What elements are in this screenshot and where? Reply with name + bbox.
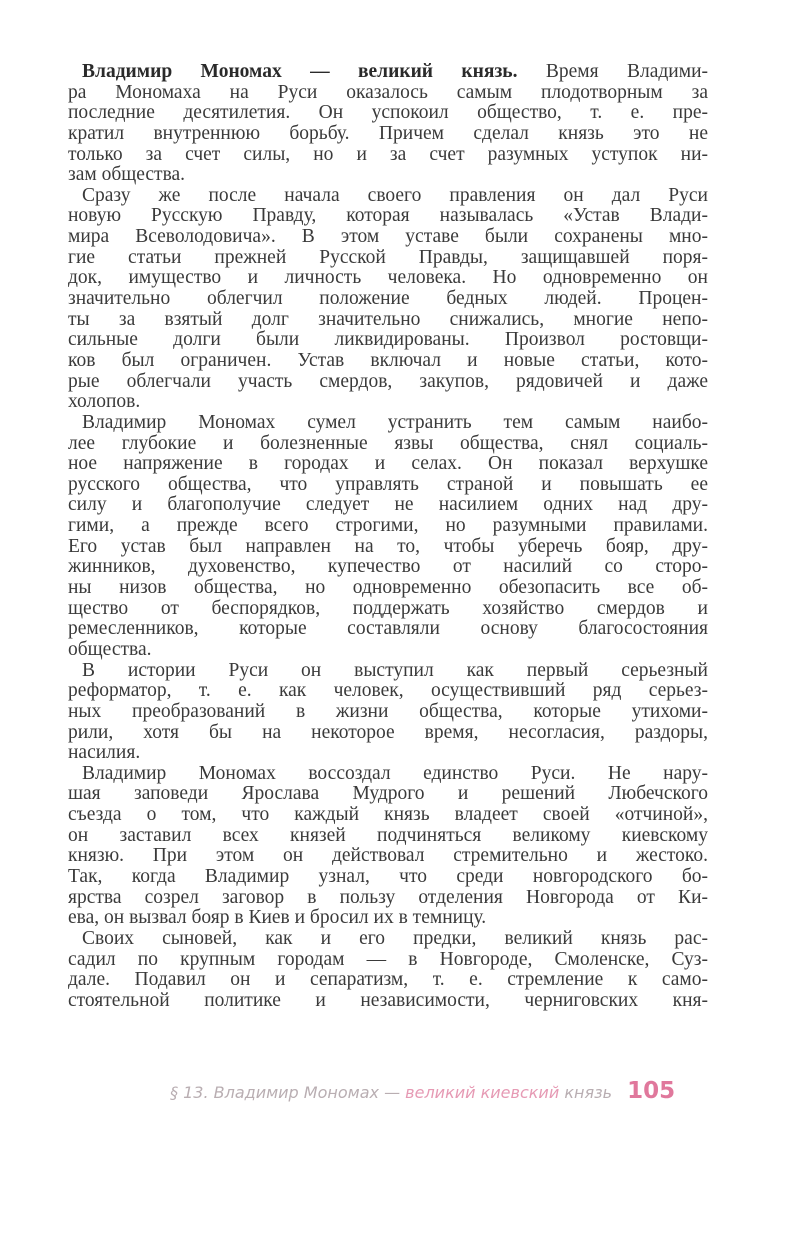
text-line-content: ны низов общества, но одновременно обезопасить все об-	[68, 577, 708, 599]
paragraph-lead-heading: Владимир Мономах — великий князь.	[82, 61, 518, 82]
text-line-content: кратил внутреннюю борьбу. Причем сделал князь это не	[68, 122, 708, 144]
text-line	[68, 516, 708, 537]
text-line	[68, 495, 708, 516]
text-line	[68, 970, 708, 991]
text-line-content: ты за взятый долг значительно снижались, многие непо-	[68, 308, 708, 330]
text-line-content: Владимир Мономах воссоздал единство Руси. Не нару-	[82, 762, 708, 784]
text-line-content: князю. При этом он действовал стремительно и жестоко.	[68, 845, 708, 867]
text-line	[68, 681, 708, 702]
text-line-content: стоятельной политике и независимости, черниговских кня-	[68, 989, 708, 1011]
text-line-content: щество от беспорядков, поддержать хозяйство смердов и	[68, 597, 708, 619]
text-line	[68, 578, 708, 599]
text-line	[68, 145, 708, 166]
text-line	[68, 268, 708, 289]
text-line	[68, 950, 708, 971]
text-line	[68, 372, 708, 393]
text-line-content: рили, хотя бы на некоторое время, несогласия, раздоры,	[68, 721, 708, 743]
footer-title-highlight: великий киевский	[405, 1083, 560, 1102]
text-line-content: ков был ограничен. Устав включал и новые статьи, кото-	[68, 349, 708, 371]
text-line-content: последние десятилетия. Он успокоил общество, т. е. пре-	[68, 102, 708, 124]
text-line	[68, 351, 708, 372]
text-line	[68, 103, 708, 124]
text-line	[68, 784, 708, 805]
footer-title-end: князь	[564, 1083, 612, 1102]
text-line-content: новую Русскую Правду, которая называлась «Устав Влади-	[68, 205, 708, 227]
paragraph	[68, 764, 708, 929]
text-line-content: Сразу же после начала своего правления он дал Руси	[82, 184, 708, 206]
text-line-content: Время Владими-	[517, 61, 708, 82]
text-line-content: только за счет силы, но и за счет разумных уступок ни-	[68, 143, 708, 165]
text-line	[68, 165, 708, 186]
text-line-content: шая заповеди Ярослава Мудрого и решений Любечского	[68, 783, 708, 805]
text-line	[68, 661, 708, 682]
text-line-content: садил по крупным городам — в Новгороде, Смоленске, Суз-	[68, 948, 708, 970]
paragraph	[68, 62, 708, 186]
text-line	[68, 537, 708, 558]
paragraph	[68, 186, 708, 413]
text-line	[68, 846, 708, 867]
text-line	[68, 289, 708, 310]
text-line	[68, 619, 708, 640]
text-line-content: съезда о том, что каждый князь владеет своей «отчиной»,	[68, 804, 708, 826]
text-line-content: холопов.	[68, 391, 141, 413]
text-line-content: ное напряжение в городах и селах. Он показал верхушке	[68, 453, 708, 475]
text-line-content: сильные долги были ликвидированы. Произвол ростовщи-	[68, 329, 708, 351]
text-line-content: гие статьи прежней Русской Правды, защищавшей поря-	[68, 246, 708, 268]
text-line-content: силу и благополучие следует не насилием одних над дру-	[68, 494, 708, 516]
text-line	[68, 434, 708, 455]
paragraph	[68, 929, 708, 1012]
text-line-content: реформатор, т. е. как человек, осуществивший ряд серьез-	[68, 680, 708, 702]
text-line	[68, 826, 708, 847]
text-line-content: ра Мономаха на Руси оказалось самым плодотворным за	[68, 81, 708, 103]
text-line-content: ных преобразований в жизни общества, которые утихоми-	[68, 700, 708, 722]
running-footer	[170, 1078, 710, 1104]
text-line	[68, 392, 708, 413]
page-body-text	[68, 62, 708, 1011]
text-line-content: насилия.	[68, 742, 141, 764]
text-line-content: ева, он вызвал бояр в Киев и бросил их в темницу.	[68, 907, 487, 929]
text-line	[68, 206, 708, 227]
text-line	[68, 723, 708, 744]
footer-section-title: § 13. Владимир Мономах —	[170, 1083, 401, 1102]
text-line	[68, 764, 708, 785]
text-line	[68, 805, 708, 826]
text-line-content: рые облегчали участь смердов, закупов, рядовичей и даже	[68, 370, 708, 392]
text-line	[68, 640, 708, 661]
page-number: 105	[627, 1078, 676, 1104]
text-line-content: док, имущество и личность человека. Но одновременно он	[68, 267, 708, 289]
text-line	[68, 475, 708, 496]
text-line-content: русского общества, что управлять страной и повышать ее	[68, 473, 708, 495]
text-line	[68, 186, 708, 207]
text-line-content: В истории Руси он выступил как первый серьезный	[82, 659, 708, 681]
text-line	[68, 908, 708, 929]
paragraph	[68, 661, 708, 764]
text-line	[68, 310, 708, 331]
text-line	[68, 702, 708, 723]
text-line	[68, 248, 708, 269]
text-line-content: ярства созрел заговор в пользу отделения Новгорода от Ки-	[68, 886, 708, 908]
text-line	[68, 557, 708, 578]
text-line	[68, 991, 708, 1012]
text-line-content: Его устав был направлен на то, чтобы уберечь бояр, дру-	[68, 535, 708, 557]
text-line	[68, 330, 708, 351]
text-line-content: лее глубокие и болезненные язвы общества, снял социаль-	[68, 432, 708, 454]
text-line	[68, 454, 708, 475]
text-line-content: гими, а прежде всего строгими, но разумными правилами.	[68, 515, 708, 537]
paragraph	[68, 413, 708, 661]
text-line	[68, 743, 708, 764]
text-line-content: мира Всеволодовича». В этом уставе были сохранены мно-	[68, 226, 708, 248]
text-line-content: жинников, духовенство, купечество от насилий со сторо-	[68, 556, 708, 578]
text-line	[68, 83, 708, 104]
text-line	[68, 888, 708, 909]
text-line	[68, 867, 708, 888]
text-line	[68, 227, 708, 248]
text-line-content: общества.	[68, 638, 152, 660]
text-line-content: Так, когда Владимир узнал, что среди новгородского бо-	[68, 865, 708, 887]
text-line	[68, 413, 708, 434]
text-line-content: дале. Подавил он и сепаратизм, т. е. стремление к само-	[68, 969, 708, 991]
text-line-content: значительно облегчил положение бедных людей. Процен-	[68, 288, 708, 310]
text-line	[68, 599, 708, 620]
text-line	[68, 62, 708, 83]
text-line-content: ремесленников, которые составляли основу благосостояния	[68, 618, 708, 640]
text-line	[68, 929, 708, 950]
text-line-content: Своих сыновей, как и его предки, великий князь рас-	[82, 927, 708, 949]
text-line-content: Владимир Мономах сумел устранить тем самым наибо-	[82, 411, 708, 433]
text-line-content: зам общества.	[68, 164, 186, 186]
text-line-content: он заставил всех князей подчиняться великому киевскому	[68, 824, 708, 846]
text-line	[68, 124, 708, 145]
